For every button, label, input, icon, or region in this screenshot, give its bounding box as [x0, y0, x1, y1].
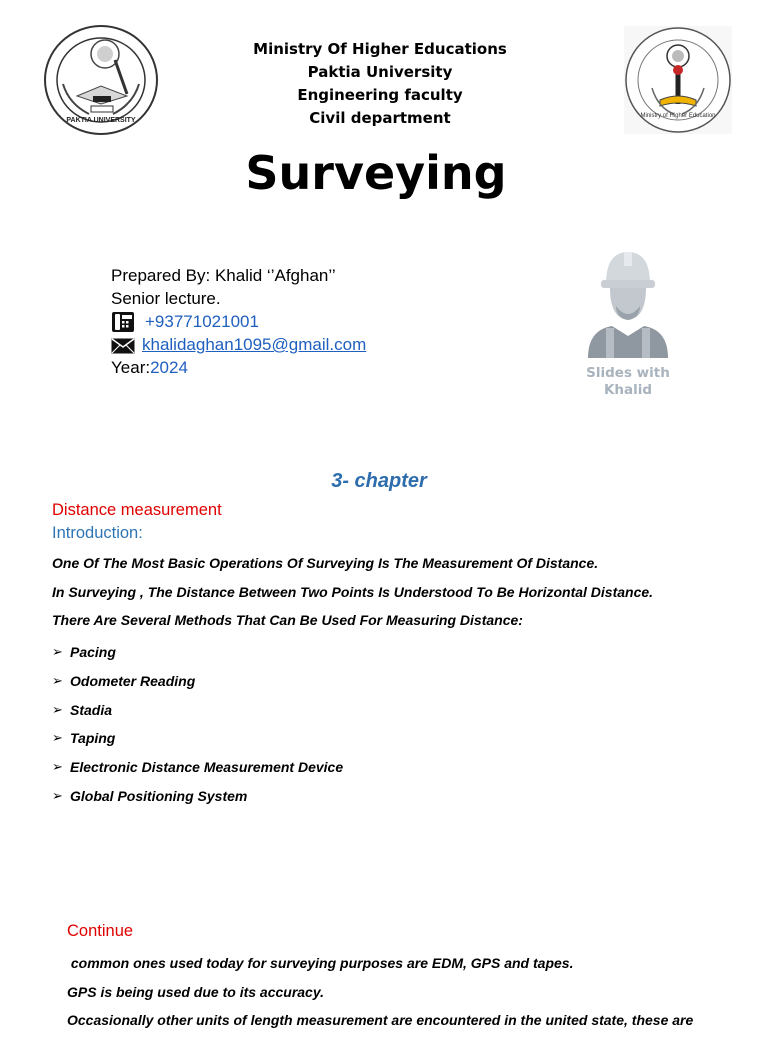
section-headings [52, 499, 222, 545]
phone-row [111, 310, 366, 333]
left-logo-text: PAKTIA UNIVERSITY [66, 117, 136, 124]
email-row [111, 333, 366, 356]
list-item [52, 667, 653, 696]
list-item [52, 753, 653, 782]
slides-with-khalid-mascot [578, 248, 678, 399]
section-title: Distance measurement [52, 501, 222, 519]
section-body [52, 552, 653, 810]
arrow-bullet-icon: ➢ [52, 644, 63, 660]
header-line: Ministry Of Higher Educations [253, 40, 507, 58]
page-title: Surveying [245, 146, 507, 200]
arrow-bullet-icon: ➢ [52, 701, 63, 717]
arrow-bullet-icon: ➢ [52, 673, 63, 689]
list-item-label: Pacing [70, 644, 116, 661]
list-item [52, 782, 653, 811]
author-position: Senior lecture. [111, 289, 221, 308]
list-item-label: Global Positioning System [70, 787, 248, 804]
section-subtitle: Introduction: [52, 524, 143, 542]
institution-header [230, 38, 530, 130]
header-line: Engineering faculty [297, 86, 463, 104]
mascot-caption-line: Khalid [603, 382, 653, 398]
ministry-logo [624, 26, 732, 134]
body-line: In Surveying , The Distance Between Two Points Is Understood To Be Horizontal Distance. [52, 583, 654, 600]
list-item [52, 638, 653, 667]
prepared-by: Prepared By: Khalid ‘’Afghan’’ [111, 266, 336, 285]
list-item [52, 695, 653, 724]
continue-body [67, 952, 693, 1038]
arrow-bullet-icon: ➢ [52, 787, 63, 803]
body-line: One Of The Most Basic Operations Of Surveying Is The Measurement Of Distance. [52, 555, 599, 571]
phone-icon [111, 311, 135, 333]
list-item-label: Odometer Reading [70, 673, 196, 690]
mail-icon [111, 337, 135, 353]
list-item [52, 724, 653, 753]
mascot-caption-line: Slides with [586, 365, 670, 381]
body-line: There Are Several Methods That Can Be Used For Measuring Distance: [52, 612, 523, 629]
email-link[interactable]: khalidaghan1095@gmail.com [142, 335, 367, 354]
phone-number[interactable]: +93771021001 [145, 312, 259, 331]
header-line: Civil department [309, 109, 451, 127]
arrow-bullet-icon: ➢ [52, 730, 63, 746]
year-value: 2024 [150, 358, 188, 377]
continue-heading: Continue [67, 922, 134, 940]
chapter-heading: 3- chapter [331, 470, 427, 492]
paktia-university-logo [43, 24, 159, 136]
year-row [111, 356, 366, 379]
continue-line: common ones used today for surveying purposes are EDM, GPS and tapes. [67, 955, 574, 971]
author-block [111, 264, 366, 379]
right-logo-text: Ministry of Higher Education [640, 113, 716, 119]
continue-line: Occasionally other units of length measurement are encountered in the united state, these are [67, 1012, 694, 1028]
engineer-avatar-icon [578, 248, 678, 360]
list-item-label: Electronic Distance Measurement Device [70, 759, 344, 776]
list-item-label: Stadia [70, 701, 113, 718]
year-label: Year: [111, 358, 151, 377]
list-item-label: Taping [70, 730, 116, 747]
header-line: Paktia University [307, 63, 453, 81]
arrow-bullet-icon: ➢ [52, 759, 63, 775]
continue-line: GPS is being used due to its accuracy. [67, 983, 325, 1000]
